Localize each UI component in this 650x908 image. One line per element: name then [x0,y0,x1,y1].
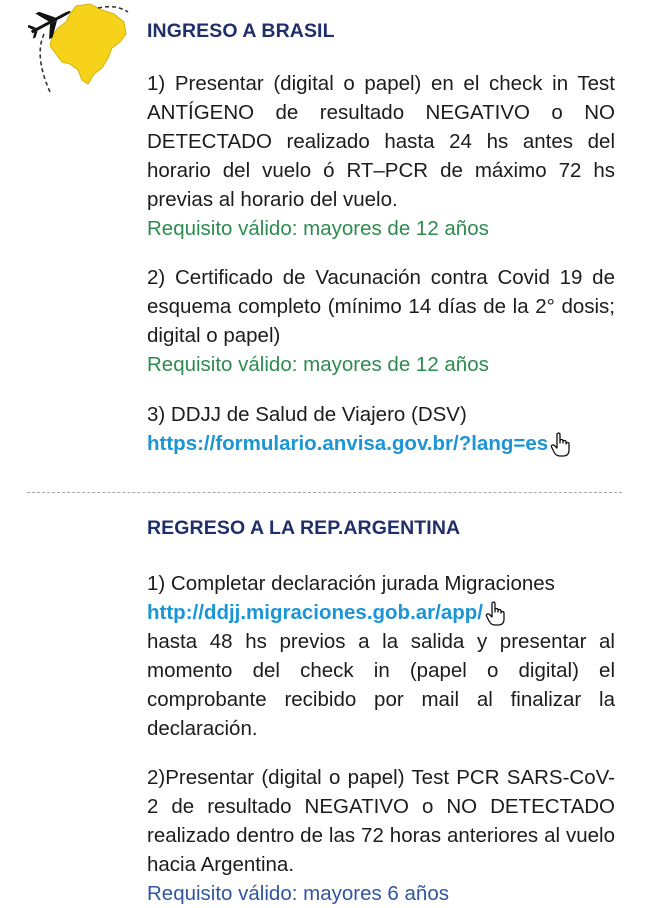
brasil-item-1-requirement: Requisito válido: mayores de 12 años [147,217,489,240]
hand-pointer-icon [550,432,572,458]
brasil-item-3 [147,400,615,458]
brasil-item-2-text: 2) Certificado de Vacunación contra Covid 19 de esquema completo (mínimo 14 días de la 2° dosis; digital o papel) [147,266,615,347]
anvisa-form-link[interactable]: https://formulario.anvisa.gov.br/?lang=es [147,432,549,455]
brazil-map-airplane-icon [28,0,138,100]
section-title-argentina: REGRESO A LA REP.ARGENTINA [147,517,461,539]
brasil-item-3-text: 3) DDJJ de Salud de Viajero (DSV) [147,403,467,426]
brasil-item-1 [147,69,615,243]
section-divider [27,492,622,493]
brasil-item-2 [147,263,615,379]
argentina-item-1 [147,569,615,743]
brasil-item-2-requirement: Requisito válido: mayores de 12 años [147,353,489,376]
argentina-item-2-requirement: Requisito válido: mayores 6 años [147,882,449,905]
brasil-item-1-text: 1) Presentar (digital o papel) en el check in Test ANTÍGENO de resultado NEGATIVO o NO DETECTADO realizado hasta 24 hs antes del horario del vuelo ó RT–PCR de máximo 72 hs previas al horario del vuelo. [147,72,615,211]
argentina-item-2 [147,763,615,908]
argentina-item-1-intro: 1) Completar declaración jurada Migraciones [147,572,555,595]
argentina-item-1-text: hasta 48 hs previos a la salida y presentar al momento del check in (papel o digital) el comprobante recibido por mail al finalizar la declaración. [147,630,615,740]
section-title-brasil: INGRESO A BRASIL [147,20,335,42]
hand-pointer-icon [485,601,507,627]
migraciones-link[interactable]: http://ddjj.migraciones.gob.ar/app/ [147,601,483,624]
argentina-item-2-text: 2)Presentar (digital o papel) Test PCR SARS-CoV-2 de resultado NEGATIVO o NO DETECTADO realizado dentro de las 72 horas anteriores al vuelo hacia Argentina. [147,766,615,876]
